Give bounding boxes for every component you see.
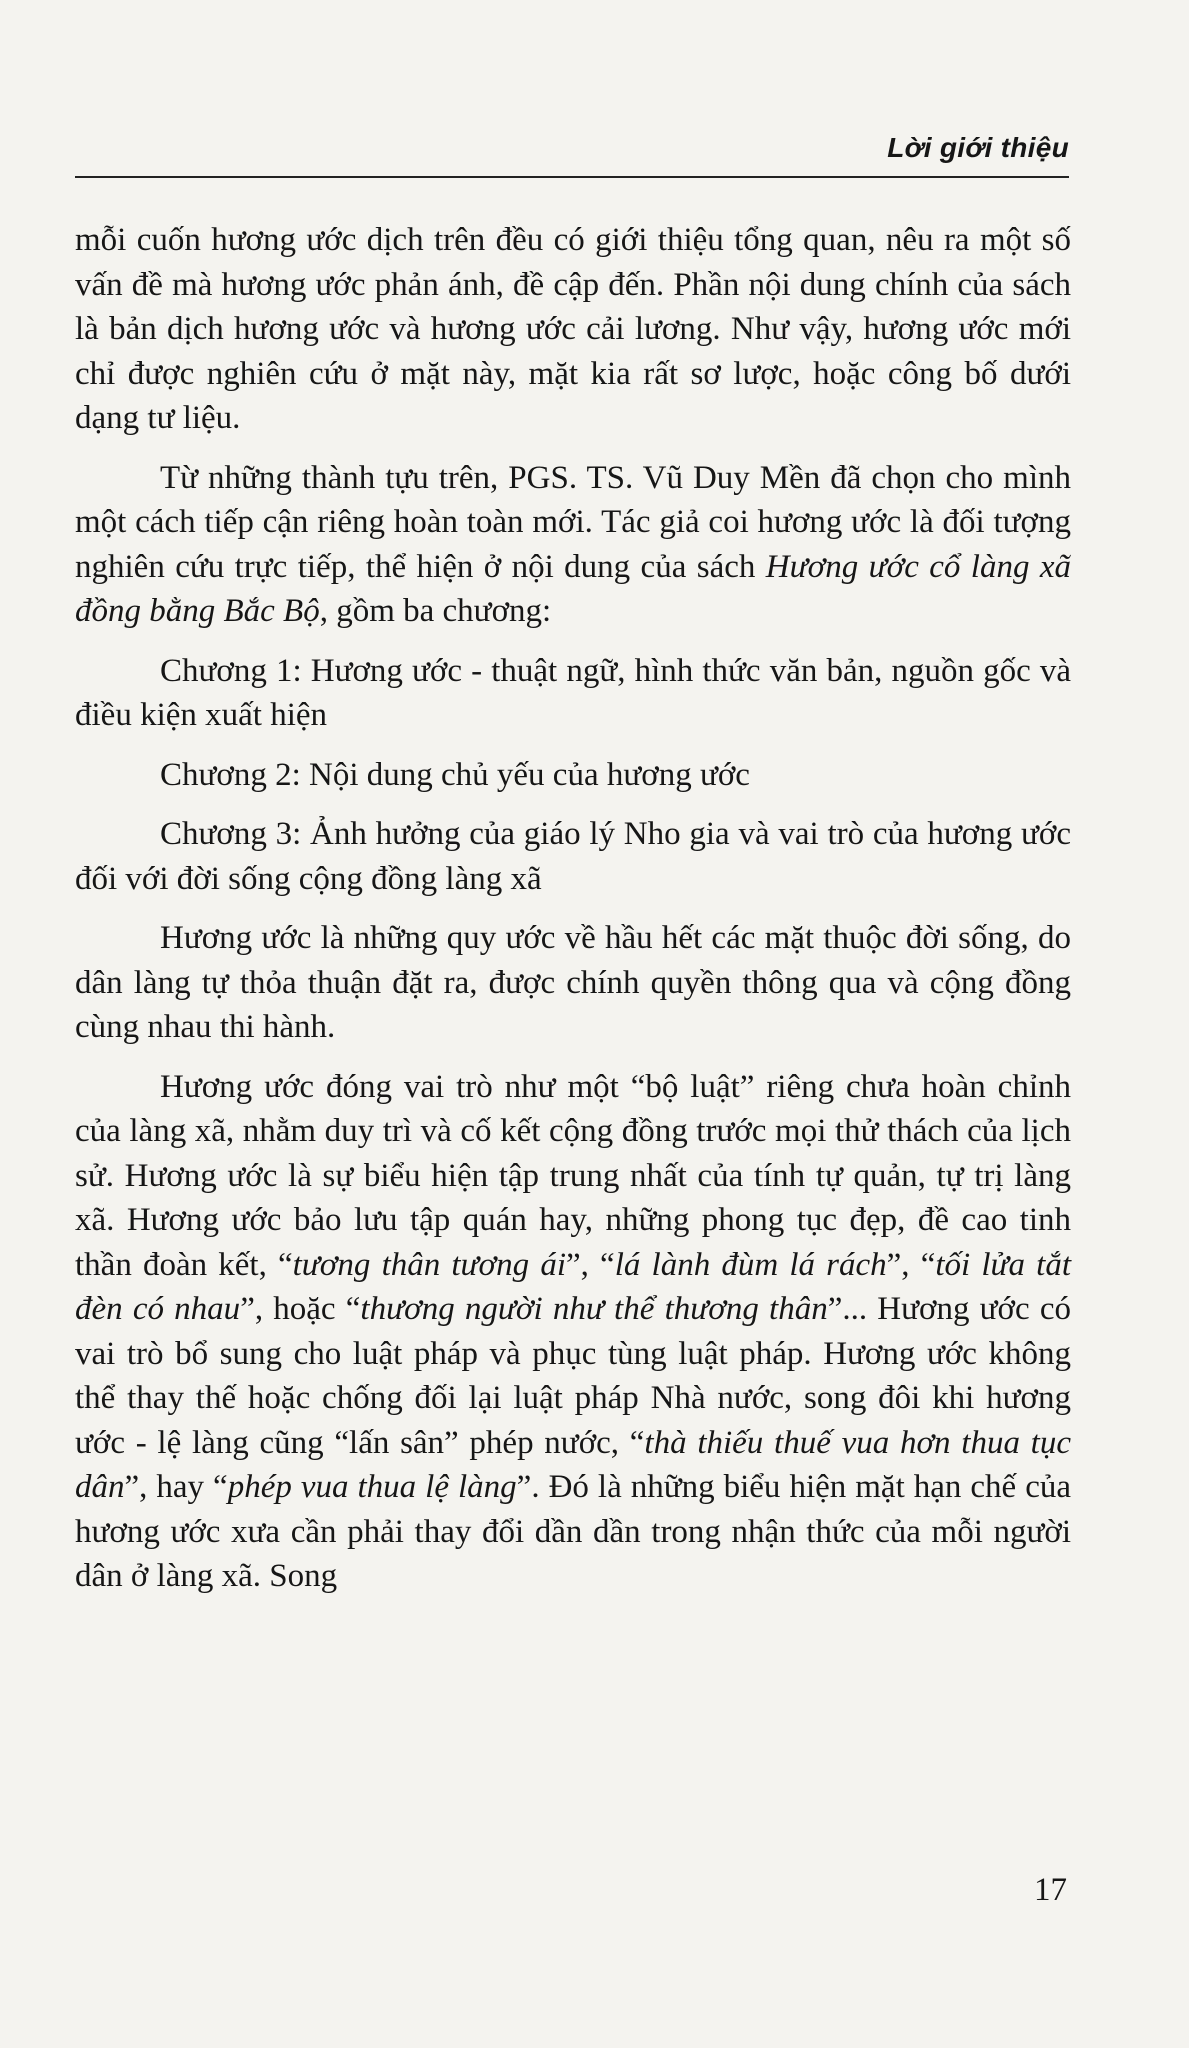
italic-text: lá lành đùm lá rách [614, 1246, 887, 1283]
text-segment: Chương 1: Hương ước - thuật ngữ, hình thức văn bản, nguồn gốc và điều kiện xuất hiện [75, 652, 1071, 733]
text-segment: mỗi cuốn hương ước dịch trên đều có giới thiệu tổng quan, nêu ra một số vấn đề mà hương ước phản ánh, đề cập đến. Phần nội dung chính của sách là bản dịch hương ước và hương ước cải lương. Như vậy, hương ước mới chỉ được nghiên cứu ở mặt này, mặt kia rất sơ lược, hoặc công bố dưới dạng tư liệu. [75, 222, 1071, 436]
paragraph [75, 649, 1071, 738]
paragraph [75, 1065, 1071, 1599]
text-segment: ”. Đó là những biểu hiện mặt hạn chế của hương ước xưa cần phải thay đổi dần dần trong nhận thức của mỗi người dân ở làng xã. Song [75, 1469, 1071, 1594]
italic-text: thương người như thể thương thân [360, 1291, 828, 1327]
text-segment: Hương ước là những quy ước về hầu hết các mặt thuộc đời sống, do dân làng tự thỏa thuận đặt ra, được chính quyền thông qua và cộng đồng cùng nhau thi hành. [75, 920, 1071, 1045]
text-segment: ”, “ [566, 1246, 615, 1283]
paragraph [75, 916, 1071, 1050]
paragraph [75, 456, 1071, 634]
text-segment: ”, hay “ [124, 1469, 228, 1505]
text-segment: , gồm ba chương: [319, 593, 552, 629]
running-header: Lời giới thiệu [887, 132, 1069, 163]
italic-text: tối lửa tắt đèn có nhau [75, 1246, 1072, 1327]
italic-text: tương thân tương ái [292, 1246, 566, 1283]
text-segment: ”... Hương ước có vai trò bổ sung cho luật pháp và phục tùng luật pháp. Hương ước không thể thay thế hoặc chống đối lại luật pháp Nhà nước, song đôi khi hương ước - lệ làng cũng “lấn sân” phép nước, “ [75, 1291, 1071, 1461]
paragraph [75, 218, 1071, 441]
page-number: 17 [1034, 1872, 1067, 1908]
text-segment: Chương 2: Nội dung chủ yếu của hương ước [160, 756, 750, 793]
paragraph [75, 753, 1071, 798]
italic-text: thà thiếu thuế vua hơn thua tục dân [75, 1424, 1071, 1505]
header-rule [75, 176, 1069, 178]
italic-text: phép vua thua lệ làng [227, 1469, 517, 1505]
paragraph [75, 812, 1071, 901]
body-text [75, 218, 1071, 1614]
italic-text: Hương ước cổ làng xã đồng bằng Bắc Bộ [75, 548, 1071, 629]
text-segment: Chương 3: Ảnh hưởng của giáo lý Nho gia và vai trò của hương ước đối với đời sống cộng đồng làng xã [75, 816, 1071, 897]
text-segment: ”, hoặc “ [240, 1291, 361, 1327]
text-segment: Từ những thành tựu trên, PGS. TS. Vũ Duy Mền đã chọn cho mình một cách tiếp cận riêng hoàn toàn mới. Tác giả coi hương ước là đối tượng nghiên cứu trực tiếp, thể hiện ở nội dung của sách [75, 459, 1071, 585]
text-segment: Hương ước đóng vai trò như một “bộ luật” riêng chưa hoàn chỉnh của làng xã, nhằm duy trì và cố kết cộng đồng trước mọi thử thách của lịch sử. Hương ước là sự biểu hiện tập trung nhất của tính tự quản, tự trị làng xã. Hương ước bảo lưu tập quán hay, những phong tục đẹp, đề cao tinh thần đoàn kết, “ [75, 1068, 1071, 1283]
text-segment: ”, “ [886, 1246, 936, 1283]
